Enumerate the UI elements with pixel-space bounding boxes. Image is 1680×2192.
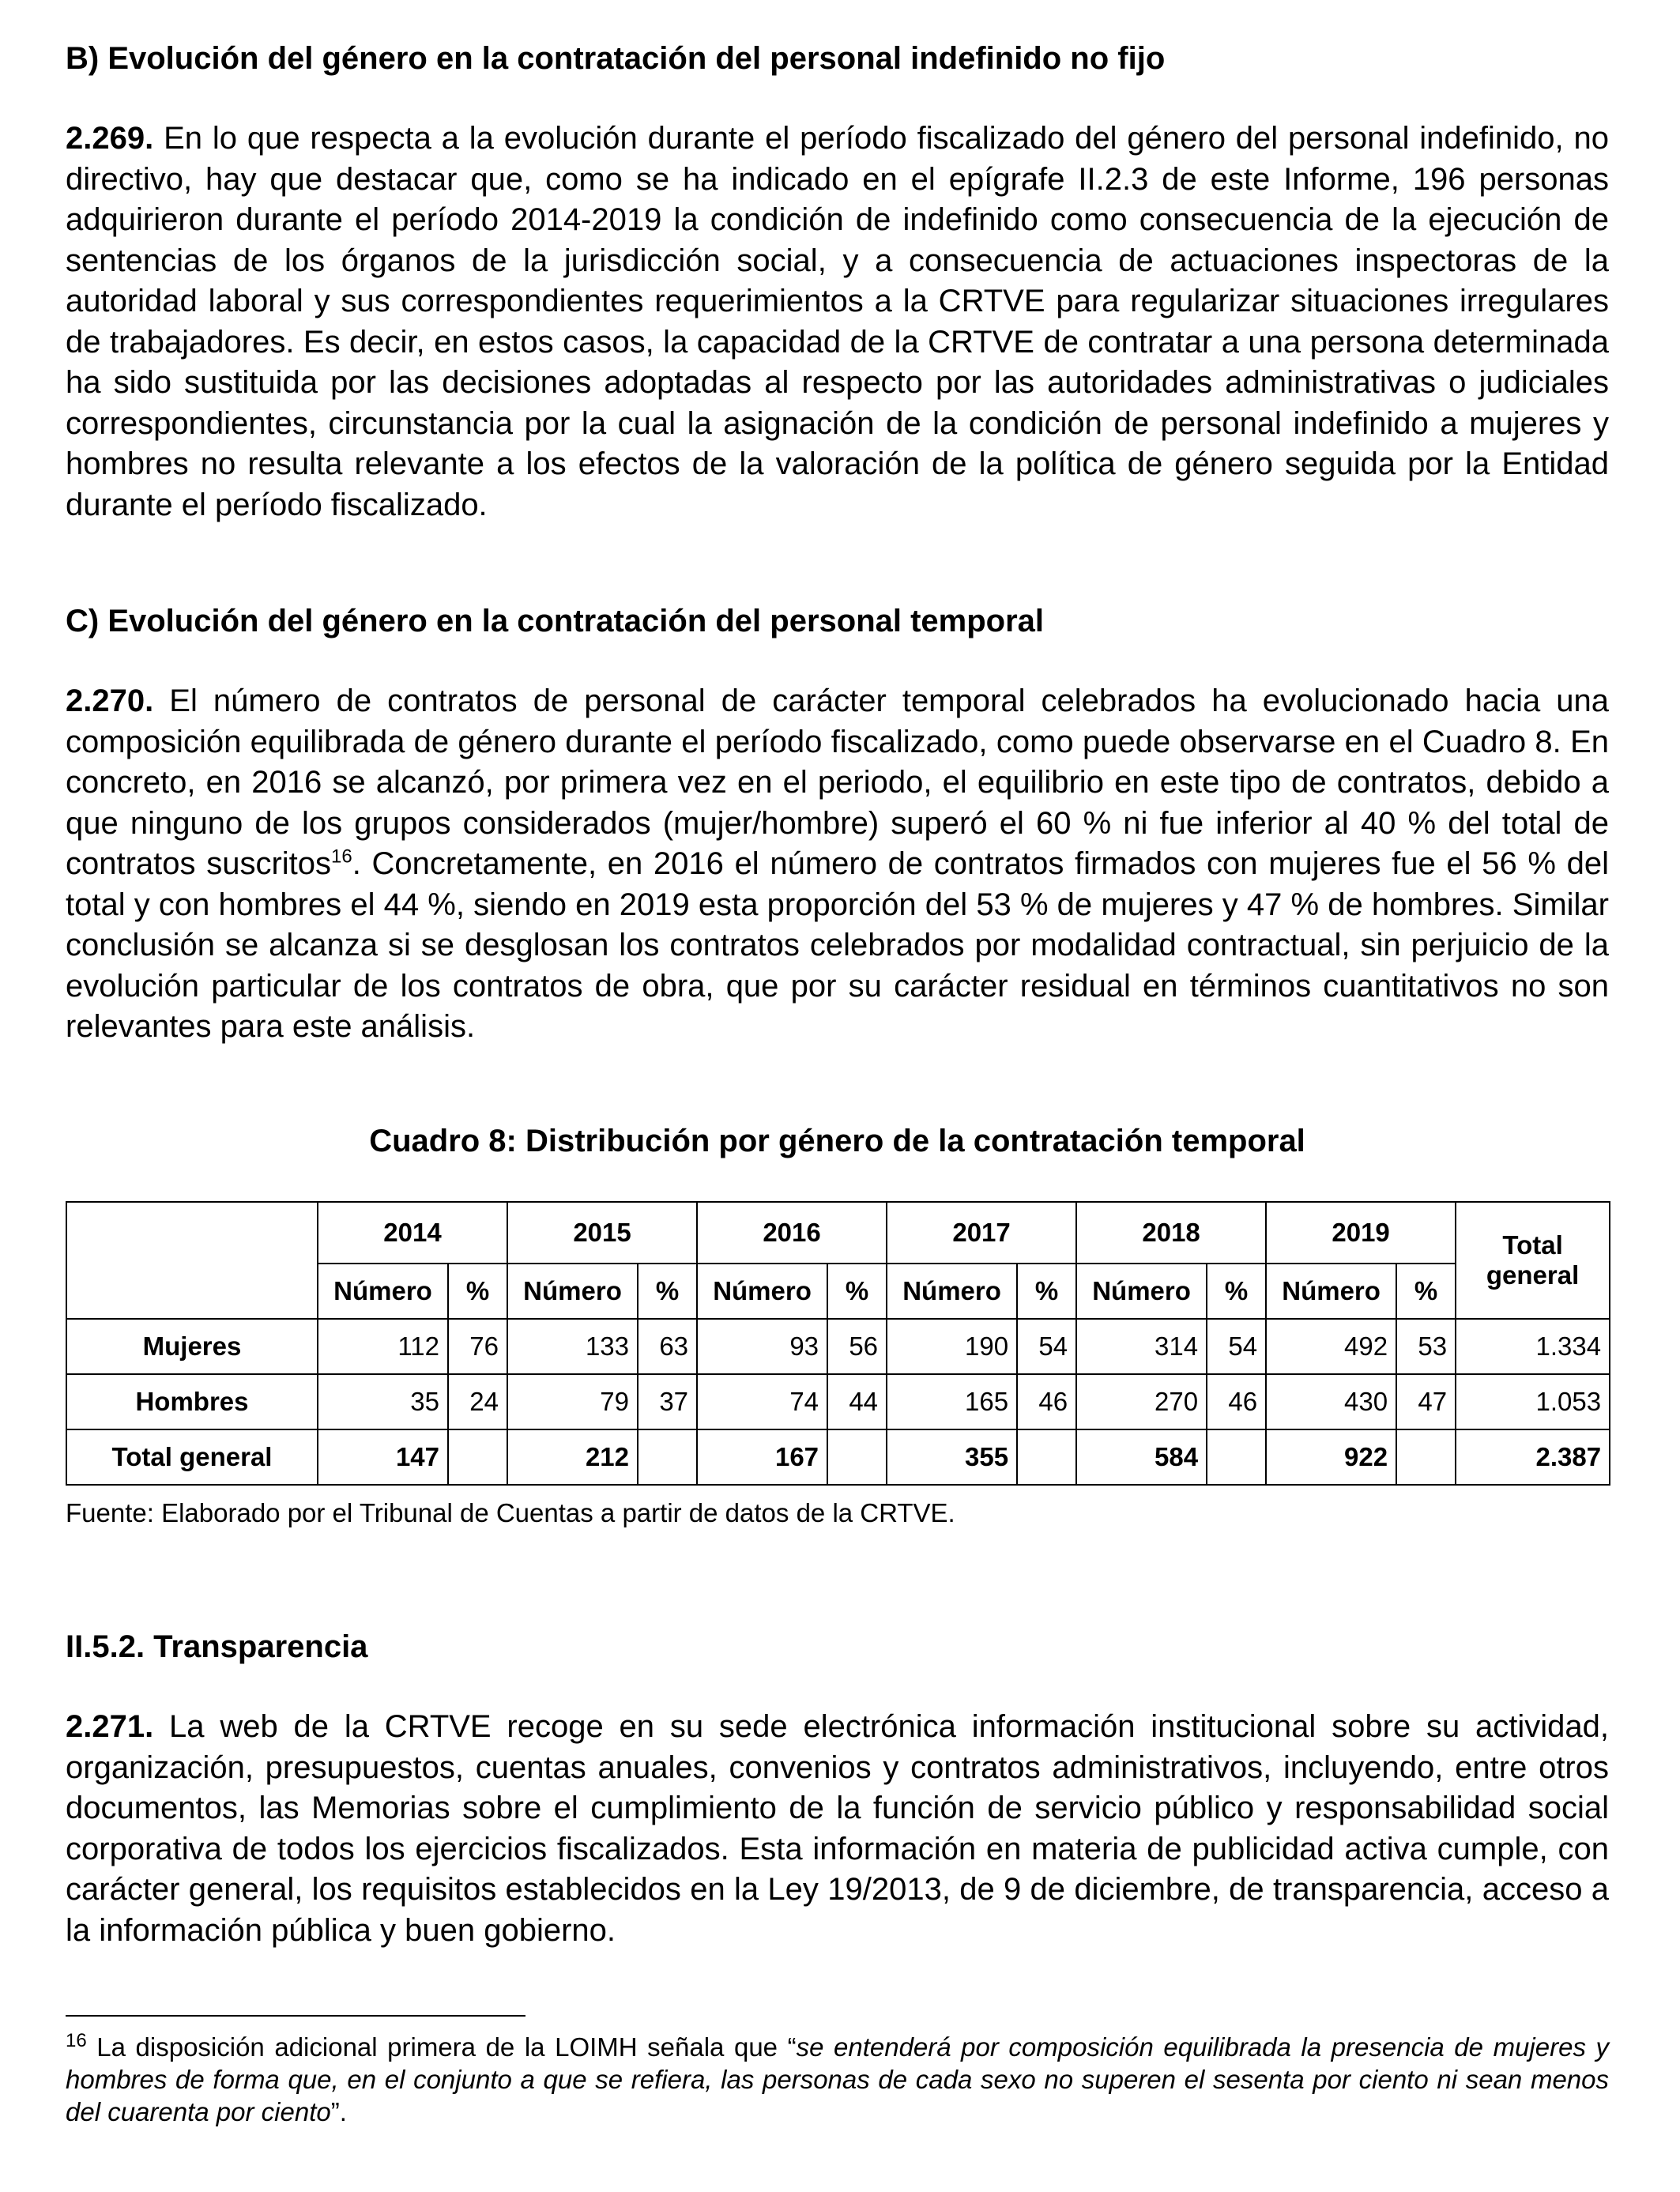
table-cell: 430 <box>1266 1374 1396 1429</box>
table-corner <box>66 1202 318 1319</box>
year-header: 2015 <box>507 1202 697 1264</box>
table-cell: 147 <box>318 1429 448 1485</box>
table-cell: 56 <box>827 1319 887 1374</box>
table-cell: 46 <box>1017 1374 1076 1429</box>
numero-header: Número <box>318 1264 448 1319</box>
table-cell: 74 <box>697 1374 827 1429</box>
table-cell: 93 <box>697 1319 827 1374</box>
footnote-text: La disposición adicional primera de la LOIMH señala que “ <box>96 2032 797 2062</box>
table-cell: 24 <box>448 1374 507 1429</box>
table-cell: 355 <box>887 1429 1017 1485</box>
footnote-16 <box>66 2031 1609 2128</box>
footnote-text-end: ”. <box>330 2097 347 2126</box>
total-header: Total general <box>1456 1202 1610 1319</box>
year-header: 2018 <box>1076 1202 1266 1264</box>
table-row-mujeres <box>66 1319 1610 1374</box>
table-cell: 44 <box>827 1374 887 1429</box>
pct-header: % <box>1207 1264 1266 1319</box>
section-c-heading: C) Evolución del género en la contratación del personal temporal <box>66 604 1045 638</box>
table-cell <box>1017 1429 1076 1485</box>
table-source: Fuente: Elaborado por el Tribunal de Cuentas a partir de datos de la CRTVE. <box>66 1498 955 1527</box>
table-cell: 133 <box>507 1319 638 1374</box>
paragraph-text: La web de la CRTVE recoge en su sede electrónica información institucional sobre su actividad, organización, presupuestos, cuentas anuales, convenios y contratos administrativos, incluyendo, entre otros documentos, las Memorias sobre el cumplimiento de la función de servicio público y responsabilidad social corporativa de todos los ejercicios fiscalizados. Esta información en materia de publicidad activa cumple, con carácter general, los requisitos establecidos en la Ley 19/2013, de 9 de diciembre, de transparencia, acceso a la información pública y buen gobierno. <box>66 1709 1609 1948</box>
table-cell: 112 <box>318 1319 448 1374</box>
table-cell: 270 <box>1076 1374 1207 1429</box>
total-cell: 1.053 <box>1456 1374 1610 1429</box>
paragraph-number: 2.270. <box>66 684 154 718</box>
row-label: Hombres <box>66 1374 318 1429</box>
table-cell: 35 <box>318 1374 448 1429</box>
pct-header: % <box>638 1264 697 1319</box>
table-cell <box>1207 1429 1266 1485</box>
table-row-hombres <box>66 1374 1610 1429</box>
total-cell: 1.334 <box>1456 1319 1610 1374</box>
gender-table <box>66 1201 1610 1486</box>
table-cell <box>448 1429 507 1485</box>
row-label: Mujeres <box>66 1319 318 1374</box>
paragraph-text: . Concretamente, en 2016 el número de contratos firmados con mujeres fue el 56 % del total y con hombres el 44 %, siendo en 2019 esta proporción del 53 % de mujeres y 47 % de hombres. Similar conclusión se alcanza si se desglosan los contratos celebrados por modalidad contractual, sin perjuicio de la evolución particular de los contratos de obra, que por su carácter residual en términos cuantitativos no son relevantes para este análisis. <box>66 846 1609 1044</box>
year-header: 2016 <box>697 1202 887 1264</box>
table-cell <box>827 1429 887 1485</box>
numero-header: Número <box>887 1264 1017 1319</box>
table-cell: 47 <box>1396 1374 1456 1429</box>
row-label: Total general <box>66 1429 318 1485</box>
pct-header: % <box>448 1264 507 1319</box>
table-cell: 37 <box>638 1374 697 1429</box>
table-header-years <box>66 1202 1610 1264</box>
table-row-total <box>66 1429 1610 1485</box>
paragraph-text: En lo que respecta a la evolución durante el período fiscalizado del género del personal indefinido, no directivo, hay que destacar que, como se ha indicado en el epígrafe II.2.3 de este Informe, 196 personas adquirieron durante el período 2014-2019 la condición de indefinido como consecuencia de la ejecución de sentencias de los órganos de la jurisdicción social, y a consecuencia de actuaciones inspectoras de la autoridad laboral y sus correspondientes requerimientos a la CRTVE para regularizar situaciones irregulares de trabajadores. Es decir, en estos casos, la capacidad de la CRTVE de contratar a una persona determinada ha sido sustituida por las decisiones adoptadas al respecto por las autoridades administrativas o judiciales correspondientes, circunstancia por la cual la asignación de la condición de personal indefinido a mujeres y hombres no resulta relevante a los efectos de la valoración de la política de género seguida por la Entidad durante el período fiscalizado. <box>66 121 1609 522</box>
paragraph-2271 <box>66 1707 1609 1951</box>
paragraph-number: 2.271. <box>66 1709 154 1744</box>
table-cell: 165 <box>887 1374 1017 1429</box>
table-cell: 167 <box>697 1429 827 1485</box>
numero-header: Número <box>507 1264 638 1319</box>
total-cell: 2.387 <box>1456 1429 1610 1485</box>
footnote-divider <box>66 2015 525 2017</box>
table-cell: 63 <box>638 1319 697 1374</box>
table-cell: 76 <box>448 1319 507 1374</box>
paragraph-2270 <box>66 681 1609 1048</box>
table-cell <box>1396 1429 1456 1485</box>
table-cell: 314 <box>1076 1319 1207 1374</box>
table-cell: 79 <box>507 1374 638 1429</box>
numero-header: Número <box>1076 1264 1207 1319</box>
table-cell: 492 <box>1266 1319 1396 1374</box>
paragraph-number: 2.269. <box>66 121 154 156</box>
footnote-number: 16 <box>66 2030 87 2051</box>
pct-header: % <box>1396 1264 1456 1319</box>
table-caption: Cuadro 8: Distribución por género de la contratación temporal <box>369 1124 1305 1158</box>
pct-header: % <box>827 1264 887 1319</box>
table-cell: 54 <box>1207 1319 1266 1374</box>
pct-header: % <box>1017 1264 1076 1319</box>
year-header: 2014 <box>318 1202 507 1264</box>
table-cell: 190 <box>887 1319 1017 1374</box>
paragraph-2269 <box>66 119 1609 525</box>
table-cell: 53 <box>1396 1319 1456 1374</box>
numero-header: Número <box>697 1264 827 1319</box>
table-cell: 46 <box>1207 1374 1266 1429</box>
table-cell: 54 <box>1017 1319 1076 1374</box>
paragraph-text: El número de contratos de personal de carácter temporal celebrados ha evolucionado hacia una composición equilibrada de género durante el período fiscalizado, como puede observarse en el Cuadro 8. En concreto, en 2016 se alcanzó, por primera vez en el periodo, el equilibrio en este tipo de contratos, debido a que ninguno de los grupos considerados (mujer/hombre) superó el 60 % ni fue inferior al 40 % del total de contratos suscritos <box>66 684 1609 881</box>
table-cell: 922 <box>1266 1429 1396 1485</box>
table-cell: 584 <box>1076 1429 1207 1485</box>
footnote-quote: se entenderá por composición equilibrada la presencia de mujeres y hombres de forma que, en el conjunto a que se refiera, las personas de cada sexo no superen el sesenta por ciento ni sean menos del cuarenta por ciento <box>66 2032 1609 2126</box>
footnote-ref[interactable]: 16 <box>331 846 352 868</box>
year-header: 2017 <box>887 1202 1076 1264</box>
table-cell <box>638 1429 697 1485</box>
table-cell: 212 <box>507 1429 638 1485</box>
section-transparencia-heading: II.5.2. Transparencia <box>66 1629 368 1664</box>
section-b-heading: B) Evolución del género en la contratación del personal indefinido no fijo <box>66 41 1166 76</box>
numero-header: Número <box>1266 1264 1396 1319</box>
year-header: 2019 <box>1266 1202 1456 1264</box>
